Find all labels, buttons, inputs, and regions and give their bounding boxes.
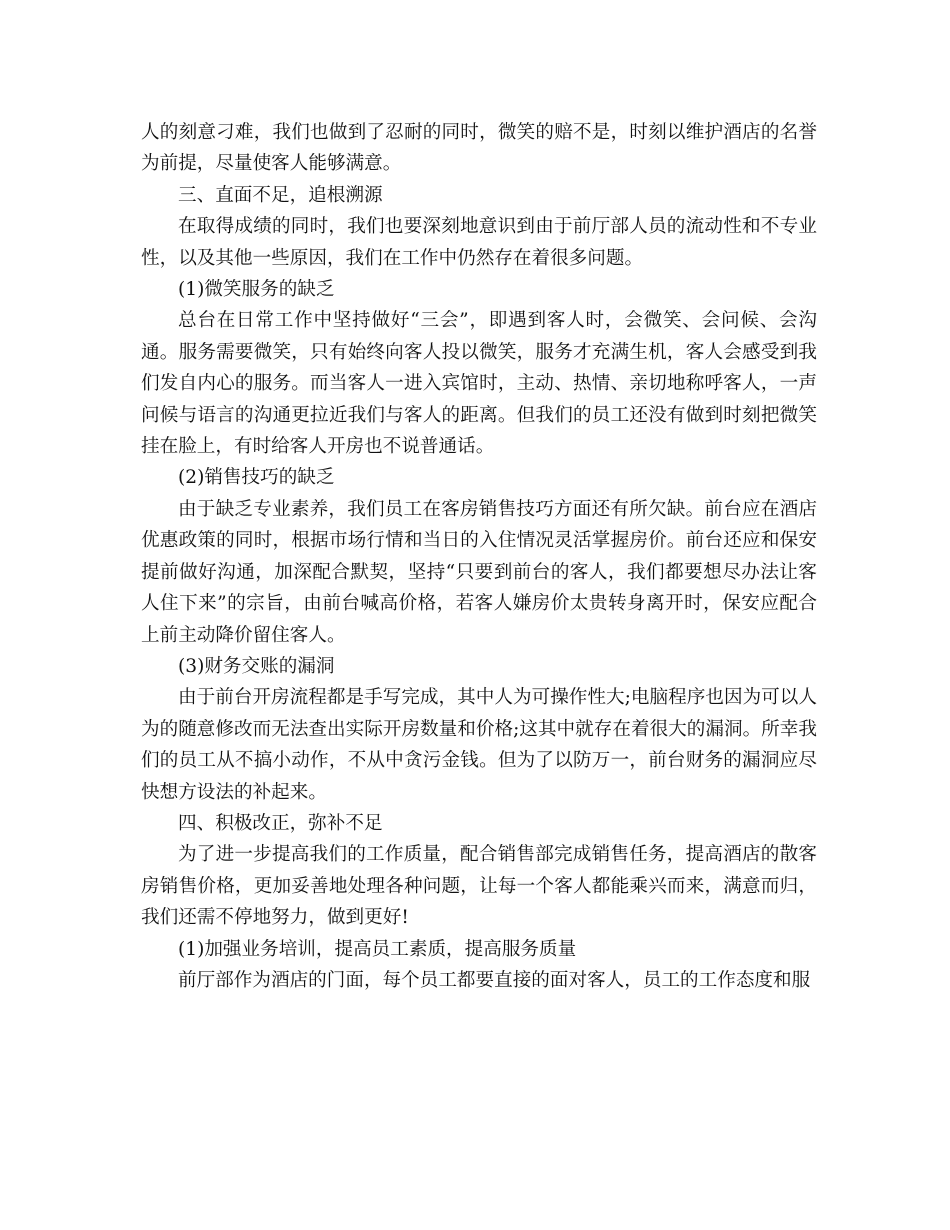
document-body xyxy=(141,117,817,996)
section-heading-3: 三、直面不足，追根溯源 xyxy=(178,184,383,206)
subheading-sales-skills: (2)销售技巧的缺乏 xyxy=(178,467,335,489)
section-heading-4: 四、积极改正，弥补不足 xyxy=(178,812,383,834)
paragraph: 为了进一步提高我们的工作质量，配合销售部完成销售任务，提高酒店的散客房销售价格，更加妥善地处理各种问题，让每一个客人都能乘兴而来，满意而归，我们还需不停地努力，做到更好! xyxy=(141,844,817,929)
paragraph: 在取得成绩的同时，我们也要深刻地意识到由于前厅部人员的流动性和不专业性，以及其他一些原因，我们在工作中仍然存在着很多问题。 xyxy=(141,216,817,269)
paragraph-continued: 人的刻意刁难，我们也做到了忍耐的同时，微笑的赔不是，时刻以维护酒店的名誉为前提，尽量使客人能够满意。 xyxy=(141,122,817,175)
paragraph: 总台在日常工作中坚持做好“三会”，即遇到客人时，会微笑、会问候、会沟通。服务需要微笑，只有始终向客人投以微笑，服务才充满生机，客人会感受到我们发自内心的服务。而当客人一进入宾馆时，主动、热情、亲切地称呼客人，一声问候与语言的沟通更拉近我们与客人的距离。但我们的员工还没有做到时刻把微笑挂在脸上，有时给客人开房也不说普通话。 xyxy=(141,310,817,458)
subheading-training: (1)加强业务培训，提高员工素质，提高服务质量 xyxy=(178,938,577,960)
paragraph: 由于缺乏专业素养，我们员工在客房销售技巧方面还有所欠缺。前台应在酒店优惠政策的同时，根据市场行情和当日的入住情况灵活掌握房价。前台还应和保安提前做好沟通，加深配合默契，坚持“只要到前台的客人，我们都要想尽办法让客人住下来”的宗旨，由前台喊高价格，若客人嫌房价太贵转身离开时，保安应配合上前主动降价留住客人。 xyxy=(141,498,817,646)
paragraph: 由于前台开房流程都是手写完成，其中人为可操作性大;电脑程序也因为可以人为的随意修改而无法查出实际开房数量和价格;这其中就存在着很大的漏洞。所幸我们的员工从不搞小动作，不从中贪污金钱。但为了以防万一，前台财务的漏洞应尽快想方设法的补起来。 xyxy=(141,687,817,803)
subheading-smile-service: (1)微笑服务的缺乏 xyxy=(178,279,335,301)
paragraph-truncated: 前厅部作为酒店的门面，每个员工都要直接的面对客人，员工的工作态度和服 xyxy=(178,969,811,991)
subheading-finance-loophole: (3)财务交账的漏洞 xyxy=(178,655,335,677)
